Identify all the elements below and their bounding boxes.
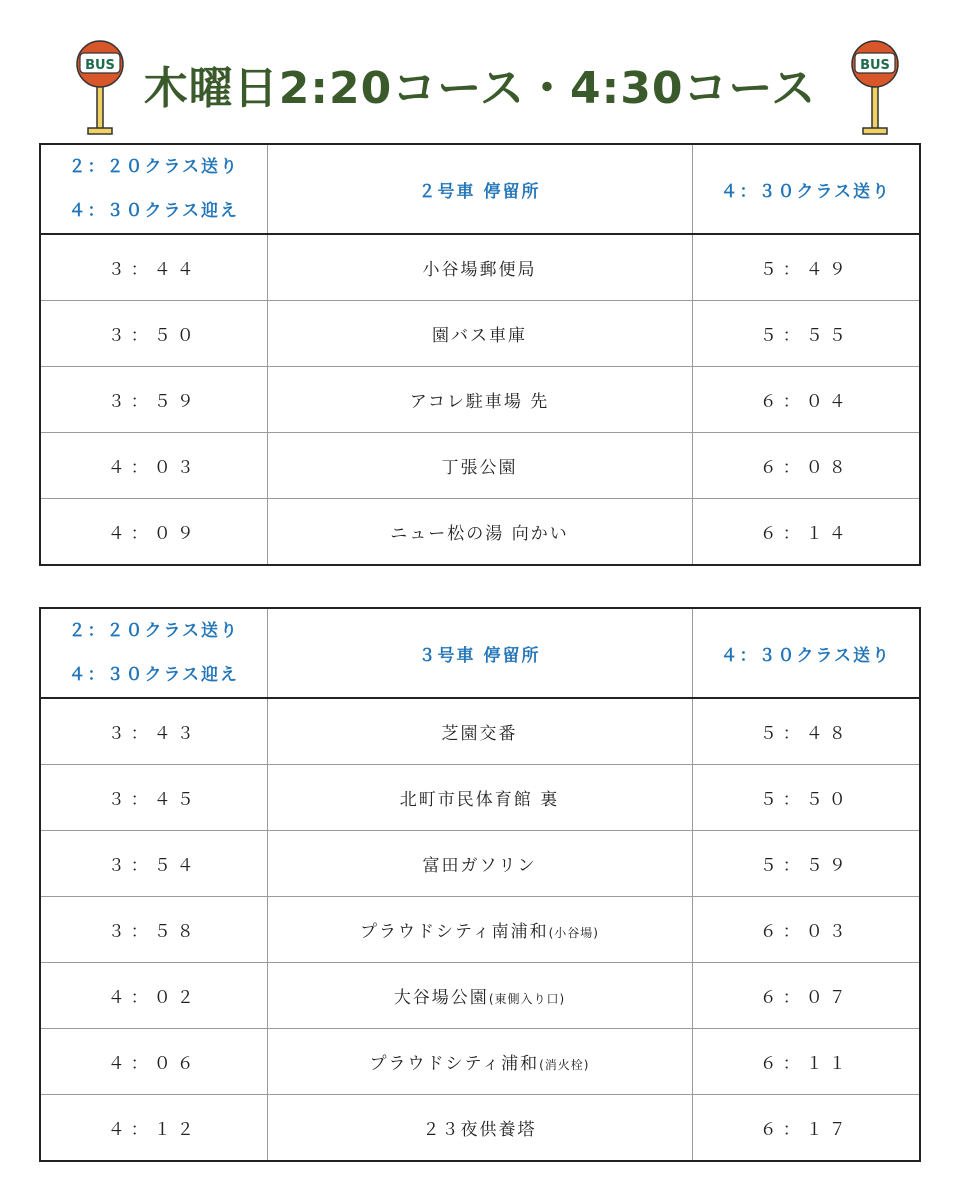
- table-header-row: [40, 144, 920, 234]
- table-row: [40, 963, 920, 1029]
- stop-name: 北町市民体育館 裏: [399, 790, 560, 810]
- header-dropoff-time: ４：３０クラス送り: [692, 608, 920, 698]
- header-line: ４：３０クラス迎え: [68, 665, 239, 685]
- pickup-time-cell: ３：５０: [40, 301, 267, 367]
- header-line: ２：２０クラス送り: [68, 157, 239, 177]
- stop-name-cell: [267, 897, 692, 963]
- table-row: [40, 698, 920, 765]
- dropoff-time-cell: ５：５９: [692, 831, 920, 897]
- pickup-time-cell: ３：４５: [40, 765, 267, 831]
- stop-name: アコレ駐車場 先: [409, 392, 550, 412]
- table-row: [40, 897, 920, 963]
- dropoff-time-cell: ６：０８: [692, 433, 920, 499]
- stop-name-cell: [267, 301, 692, 367]
- stop-name-cell: [267, 499, 692, 566]
- pickup-time-cell: ３：５９: [40, 367, 267, 433]
- dropoff-time-cell: ５：４８: [692, 698, 920, 765]
- stop-name-cell: [267, 234, 692, 301]
- table-header-row: [40, 608, 920, 698]
- stop-name: 富田ガソリン: [422, 856, 537, 876]
- stop-name-cell: [267, 433, 692, 499]
- stop-note: (小谷場): [548, 926, 599, 940]
- dropoff-time-cell: ５：５０: [692, 765, 920, 831]
- table-row: [40, 367, 920, 433]
- stop-name: 大谷場公園: [393, 988, 489, 1008]
- header-line: ２：２０クラス送り: [68, 621, 239, 641]
- stop-name: プラウドシティ南浦和: [359, 922, 549, 942]
- stop-name: プラウドシティ浦和: [369, 1054, 540, 1074]
- stop-name: 芝園交番: [441, 724, 518, 744]
- header-dropoff-time: ４：３０クラス送り: [692, 144, 920, 234]
- dropoff-time-cell: ６：０３: [692, 897, 920, 963]
- schedule-table-car3: [39, 607, 921, 1162]
- stop-name: 丁張公園: [441, 458, 518, 478]
- pickup-time-cell: ４：０６: [40, 1029, 267, 1095]
- bus-stop-sign-icon: [76, 38, 128, 138]
- pickup-time-cell: ４：０３: [40, 433, 267, 499]
- table-row: [40, 499, 920, 566]
- stop-name: ２３夜供養塔: [422, 1120, 537, 1140]
- stop-note: (東側入り口): [488, 992, 566, 1006]
- bus-sign-label-left: BUS: [85, 58, 115, 73]
- table-row: [40, 234, 920, 301]
- table-row: [40, 433, 920, 499]
- table-row: [40, 1095, 920, 1162]
- stop-name: 小谷場郵便局: [422, 260, 537, 280]
- dropoff-time-cell: ６：１７: [692, 1095, 920, 1162]
- dropoff-time-cell: ５：５５: [692, 301, 920, 367]
- table-row: [40, 831, 920, 897]
- schedule-table-car2: [39, 143, 921, 566]
- pickup-time-cell: ３：４３: [40, 698, 267, 765]
- header-pickup-time: [40, 144, 267, 234]
- table-row: [40, 1029, 920, 1095]
- pickup-time-cell: ４：１２: [40, 1095, 267, 1162]
- bus-stop-sign-icon: [851, 38, 903, 138]
- pickup-time-cell: ４：０９: [40, 499, 267, 566]
- dropoff-time-cell: ６：１１: [692, 1029, 920, 1095]
- stop-name-cell: [267, 963, 692, 1029]
- stop-name: 園バス車庫: [432, 326, 527, 346]
- stop-name-cell: [267, 698, 692, 765]
- stop-name-cell: [267, 1029, 692, 1095]
- pickup-time-cell: ４：０２: [40, 963, 267, 1029]
- pickup-time-cell: ３：５８: [40, 897, 267, 963]
- dropoff-time-cell: ６：１４: [692, 499, 920, 566]
- header-stop: ２号車 停留所: [267, 144, 692, 234]
- stop-note: (消火栓): [539, 1058, 590, 1072]
- stop-name-cell: [267, 765, 692, 831]
- page-header: [0, 0, 958, 140]
- table-row: [40, 765, 920, 831]
- stop-name-cell: [267, 367, 692, 433]
- header-stop: ３号車 停留所: [267, 608, 692, 698]
- header-line: ４：３０クラス迎え: [68, 201, 239, 221]
- header-pickup-time: [40, 608, 267, 698]
- dropoff-time-cell: ５：４９: [692, 234, 920, 301]
- dropoff-time-cell: ６：０４: [692, 367, 920, 433]
- stop-name: ニュー松の湯 向かい: [390, 524, 569, 544]
- stop-name-cell: [267, 1095, 692, 1162]
- bus-sign-label-right: BUS: [860, 58, 890, 73]
- stop-name-cell: [267, 831, 692, 897]
- dropoff-time-cell: ６：０７: [692, 963, 920, 1029]
- table-row: [40, 301, 920, 367]
- pickup-time-cell: ３：５４: [40, 831, 267, 897]
- page-title: 木曜日2:20コース・4:30コース: [143, 63, 817, 114]
- pickup-time-cell: ３：４４: [40, 234, 267, 301]
